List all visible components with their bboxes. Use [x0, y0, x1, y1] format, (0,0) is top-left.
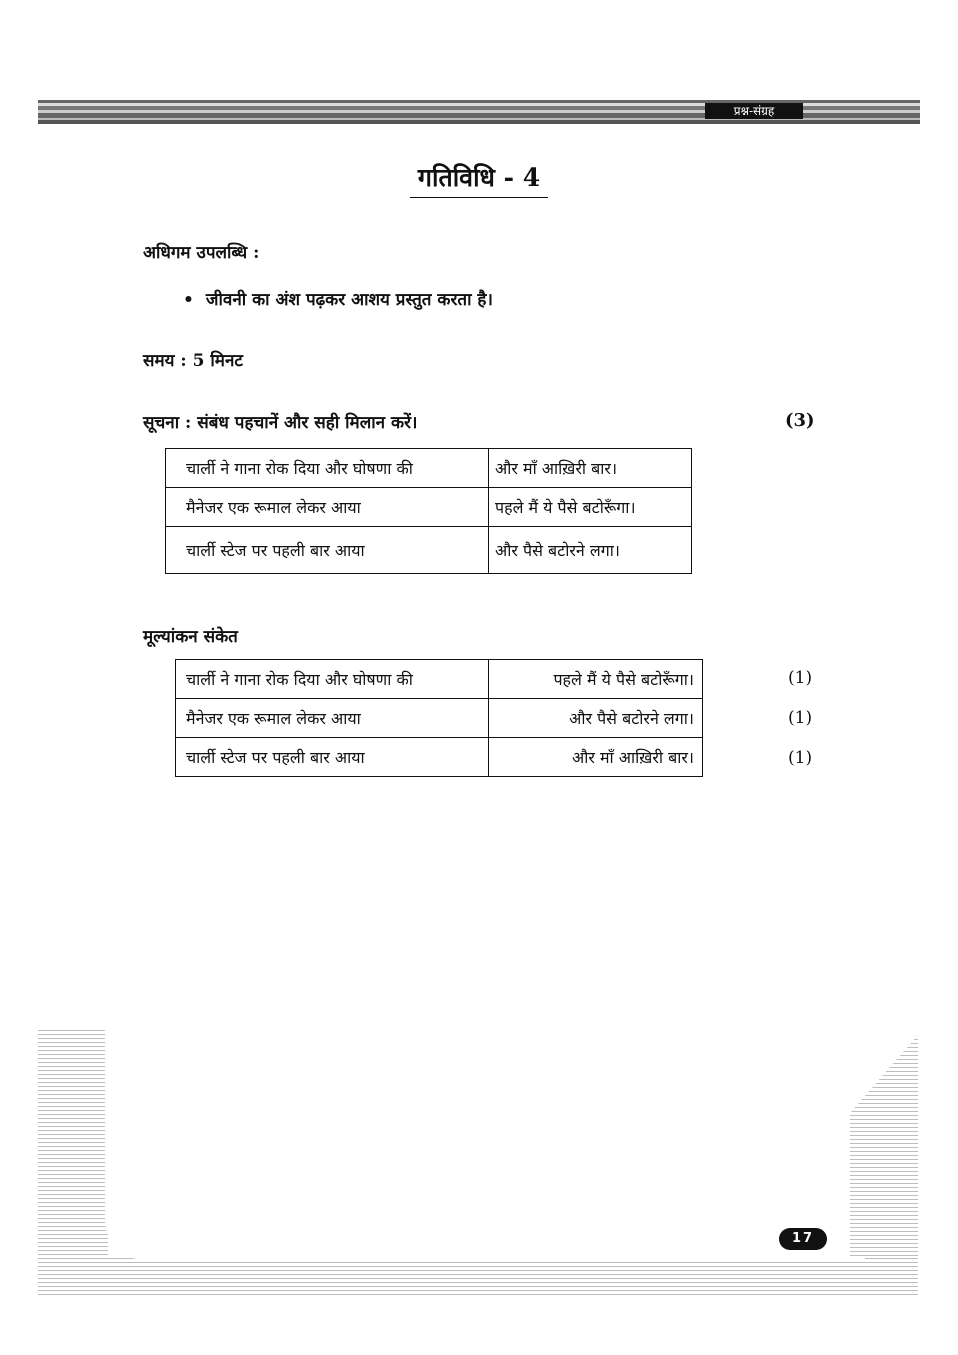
title-underline [410, 197, 548, 198]
decorative-frame-bottom [38, 1258, 918, 1298]
table-row [176, 699, 703, 738]
table-row [166, 488, 692, 527]
row-points: (1) [788, 668, 813, 688]
page-title: गतिविधि - 4 [417, 163, 541, 192]
learning-heading: अधिगम उपलब्धि : [143, 243, 260, 263]
header-tag: प्रश्न-संग्रह [705, 103, 803, 119]
answer-table [175, 659, 703, 777]
page-number: 17 [779, 1228, 827, 1250]
table-row [176, 660, 703, 699]
table-cell: चार्ली स्टेज पर पहली बार आया [166, 527, 489, 574]
table-cell: चार्ली ने गाना रोक दिया और घोषणा की [166, 449, 489, 488]
table-row [166, 449, 692, 488]
table-cell: मैनेजर एक रूमाल लेकर आया [176, 699, 489, 738]
table-cell: मैनेजर एक रूमाल लेकर आया [166, 488, 489, 527]
table-cell: पहले मैं ये पैसे बटोरूँगा। [489, 660, 703, 699]
table-cell: और माँ आख़िरी बार। [489, 738, 703, 777]
table-cell: और पैसे बटोरने लगा। [489, 699, 703, 738]
learning-point-text: जीवनी का अंश पढ़कर आशय प्रस्तुत करता है। [205, 290, 493, 310]
table-cell: और पैसे बटोरने लगा। [489, 527, 692, 574]
table-cell: और माँ आख़िरी बार। [489, 449, 692, 488]
table-cell: पहले मैं ये पैसे बटोरूँगा। [489, 488, 692, 527]
table-row [166, 527, 692, 574]
learning-point [183, 287, 493, 310]
table-cell: चार्ली स्टेज पर पहली बार आया [176, 738, 489, 777]
total-marks: (3) [785, 410, 815, 431]
row-points: (1) [788, 748, 813, 768]
decorative-frame-curve [105, 1030, 865, 1260]
bullet-icon: • [183, 290, 194, 310]
time-label: समय : 5 मिनट [143, 351, 243, 371]
row-points: (1) [788, 708, 813, 728]
evaluation-heading: मूल्यांकन संकेत [143, 627, 238, 647]
table-cell: चार्ली ने गाना रोक दिया और घोषणा की [176, 660, 489, 699]
instruction-text: सूचना : संबंध पहचानें और सही मिलान करें। [143, 413, 418, 433]
question-table [165, 448, 692, 574]
table-row [176, 738, 703, 777]
